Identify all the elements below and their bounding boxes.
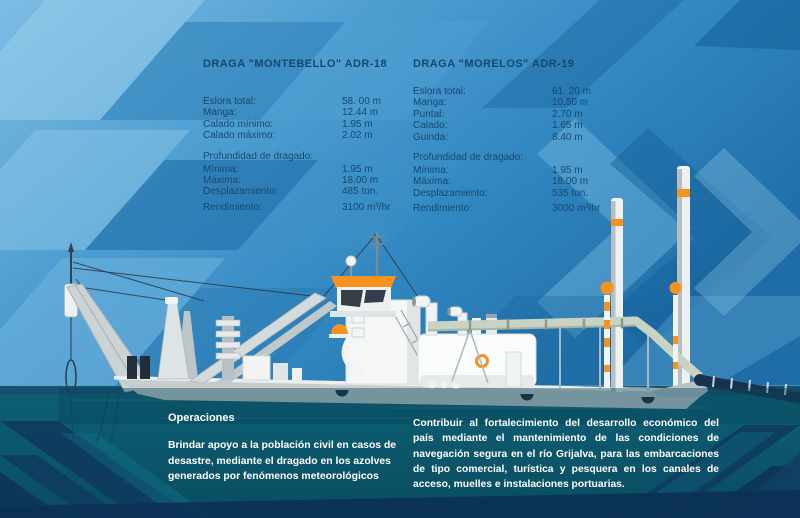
spec-value: 1.95 m xyxy=(342,163,373,175)
spec-row xyxy=(413,109,628,120)
deck-equipment xyxy=(243,356,302,380)
spec-row xyxy=(203,175,403,186)
spec-value: 3100 m³/hr xyxy=(342,201,391,213)
spec-value: 12.44 m xyxy=(342,107,379,119)
spec-label: Calado: xyxy=(413,120,448,132)
operations-paragraph: Brindar apoyo a la población civil en casos de desastre, mediante el dragado en los azolves generados por fenómenos meteorológicos xyxy=(168,440,397,483)
a-frame-tower xyxy=(158,297,198,379)
morelos-title: DRAGA "MORELOS" ADR-19 xyxy=(413,58,575,70)
spec-value: 61. 20 m xyxy=(552,86,591,97)
spec-row xyxy=(413,120,628,131)
spec-row xyxy=(413,165,628,176)
spec-row xyxy=(203,164,403,175)
spec-value: 18.00 m xyxy=(342,175,379,187)
mission-paragraph: Contribuir al fortalecimiento del desarrollo económico del país mediante el mantenimiento de las condiciones de navegación segura en el río Grijalva, para las embarcaciones de tipo comercial, turística y pesquera en los canales de acceso, muelles e instalaciones portuarias. xyxy=(413,418,719,491)
spec-value: 58. 00 m xyxy=(342,96,381,107)
dredging-depth-section-label: Profundidad de dragado: xyxy=(413,152,524,164)
spec-value: 8.40 m xyxy=(552,131,583,143)
mooring-bitt xyxy=(127,356,137,379)
spec-label: Desplazamiento: xyxy=(203,186,278,198)
spec-label: Calado máximo: xyxy=(203,130,276,142)
spec-label: Calado mínimo: xyxy=(203,118,274,130)
spec-row xyxy=(413,203,628,214)
montebello-dredging-specs xyxy=(203,164,403,214)
morelos-dimensions xyxy=(413,86,628,143)
spec-row xyxy=(203,130,403,141)
spec-row xyxy=(203,96,403,107)
spec-label: Mínima: xyxy=(413,165,449,177)
montebello-title: DRAGA "MONTEBELLO" ADR-18 xyxy=(203,58,388,70)
deckhouse xyxy=(418,334,536,390)
spec-row xyxy=(203,107,403,118)
spec-row xyxy=(203,186,403,197)
spec-row xyxy=(413,132,628,143)
spec-label: Eslora total: xyxy=(203,96,256,107)
spec-value: 1.95 m xyxy=(552,165,583,177)
orange-dome-light xyxy=(331,324,348,334)
spec-value: 2.70 m xyxy=(552,108,583,120)
spec-value: 1.95 m xyxy=(342,118,373,130)
spec-row xyxy=(413,86,628,97)
spec-label: Puntal: xyxy=(413,108,445,120)
spec-label: Manga: xyxy=(203,107,237,119)
bridge-window xyxy=(341,290,363,307)
spec-value: 485 ton. xyxy=(342,186,379,198)
morelos-dredging-specs xyxy=(413,165,628,215)
spec-label: Máxima: xyxy=(203,175,241,187)
montebello-dimensions xyxy=(203,96,403,142)
montebello-spec-panel xyxy=(203,58,403,213)
spec-value: 2.02 m xyxy=(342,130,373,142)
spec-value: 535 ton. xyxy=(552,187,589,199)
spec-row xyxy=(413,176,628,187)
spec-row xyxy=(203,119,403,130)
spud-left xyxy=(611,198,623,392)
spec-value: 1.65 m xyxy=(552,120,583,132)
spec-row xyxy=(413,188,628,199)
spec-label: Rendimiento: xyxy=(413,203,472,215)
spec-label: Manga: xyxy=(413,97,447,109)
orange-roof xyxy=(331,276,396,288)
dredging-depth-section-label: Profundidad de dragado: xyxy=(203,150,314,162)
spec-row xyxy=(203,202,403,213)
spec-value: 10.50 m xyxy=(552,97,589,109)
spec-label: Mínima: xyxy=(203,163,239,175)
radome xyxy=(346,256,356,266)
morelos-spec-panel xyxy=(413,58,628,215)
spec-value: 18.00 m xyxy=(552,176,589,188)
spec-label: Guinda: xyxy=(413,131,449,143)
deckhouse-door xyxy=(506,352,521,387)
spec-row xyxy=(413,97,628,108)
spec-label: Rendimiento: xyxy=(203,201,262,213)
mooring-bitt xyxy=(140,356,150,379)
spec-label: Desplazamiento: xyxy=(413,187,488,199)
operations-heading: Operaciones xyxy=(168,412,235,424)
bridge-window xyxy=(364,290,386,303)
spec-label: Eslora total: xyxy=(413,86,466,97)
spec-label: Máxima: xyxy=(413,176,451,188)
spec-value: 3000 m³/hr xyxy=(552,203,601,215)
